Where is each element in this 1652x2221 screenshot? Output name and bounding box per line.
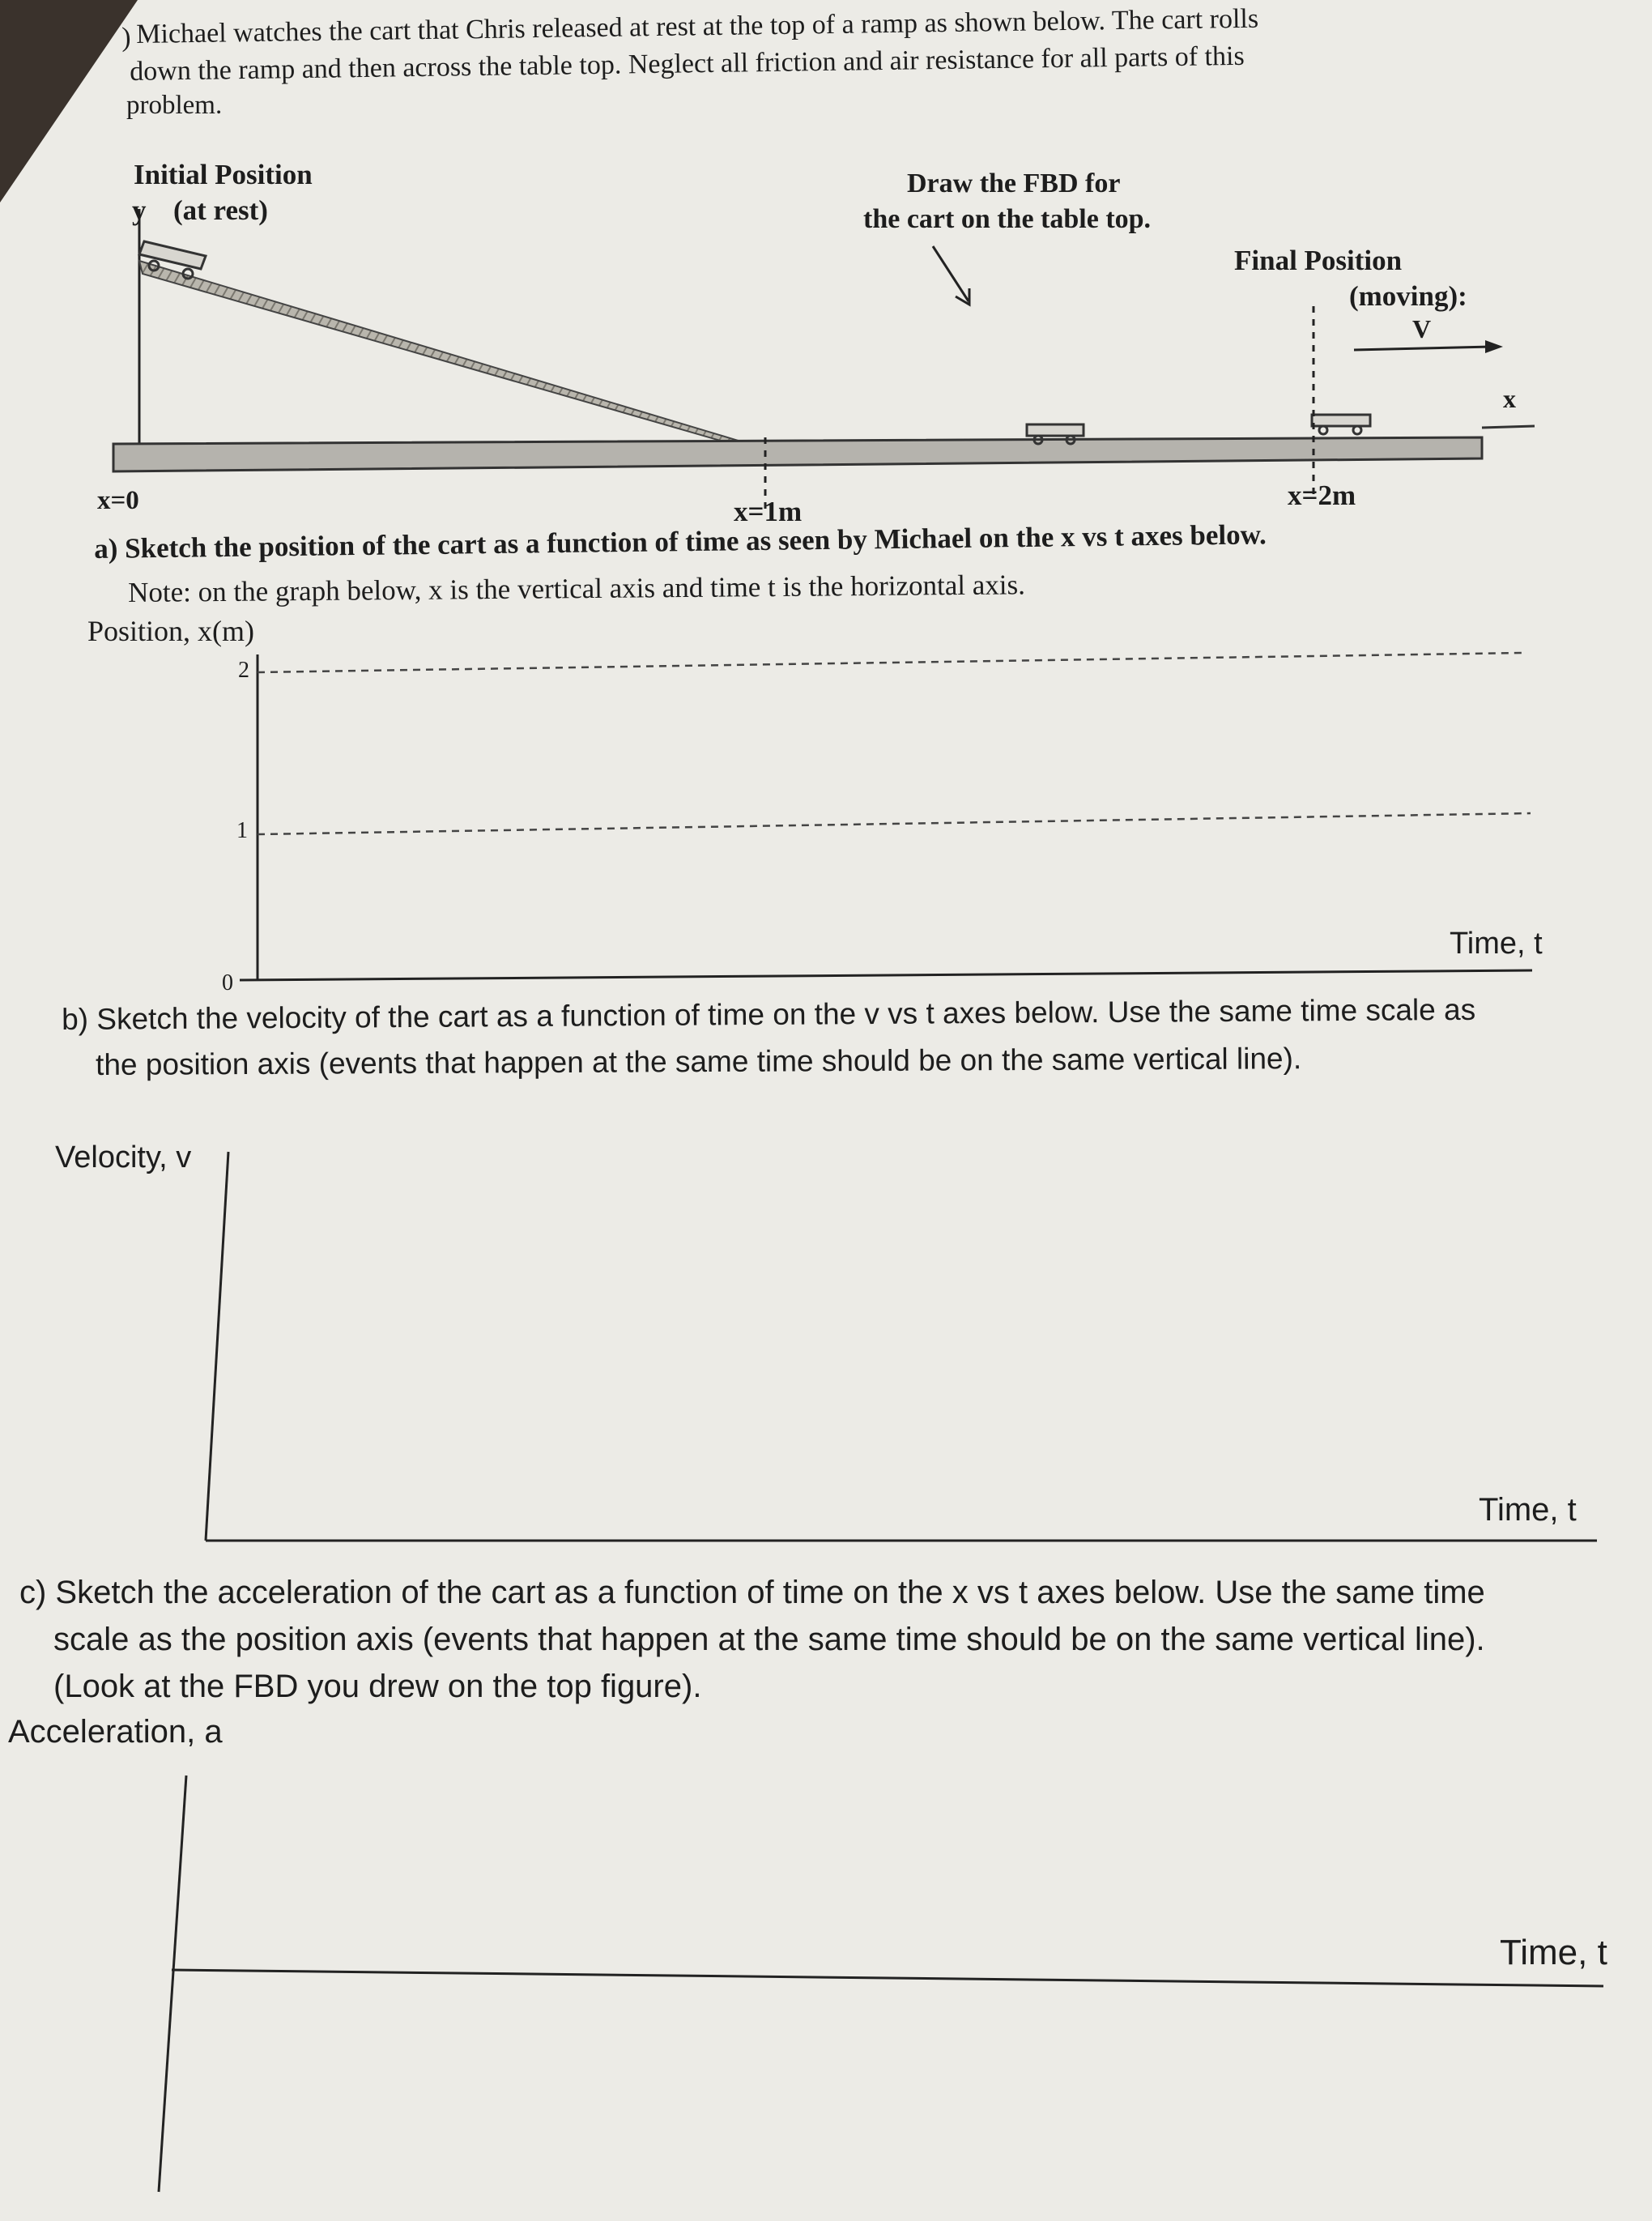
table-top [113,437,1482,471]
position-axis-title: Position, x(m) [87,615,255,647]
mark-x1-label: x=1m [734,496,803,527]
mark-x2-label: x=2m [1288,480,1356,511]
part-c-line-2: scale as the position axis (events that happen at the same time should be on the same vertical line). [53,1622,1485,1657]
velocity-y-axis [206,1152,228,1541]
part-a-line-1: a) Sketch the position of the cart as a function of time as seen by Michael on the x vs t axes below. [94,518,1267,565]
velocity-time-label: Time, t [1479,1492,1577,1528]
fbd-instruction-line-2: the cart on the table top. [863,204,1152,234]
gridline-1m [258,813,1531,834]
position-time-label: Time, t [1450,927,1543,961]
figure-x-label: x [1503,384,1516,413]
at-rest-label: (at rest) [173,194,268,226]
position-tick-0: 0 [222,970,233,995]
part-c-line-3: (Look at the FBD you drew on the top figure). [53,1669,702,1704]
acceleration-y-axis [159,1776,186,2192]
problem-number: ) [121,22,131,53]
acceleration-axis-title: Acceleration, a [8,1714,223,1750]
final-position-label: Final Position [1234,245,1403,276]
position-tick-2: 2 [238,658,249,683]
intro-line-3: problem. [126,91,223,120]
gridline-2m [258,653,1522,672]
figure-y-label: y [132,194,147,226]
cart-final [1312,415,1370,434]
part-c-line-1: c) Sketch the acceleration of the cart as a function of time on the x vs t axes below. Use the same time [19,1575,1485,1610]
moving-label: (moving): [1349,280,1467,312]
mark-x0-label: x=0 [97,486,139,515]
part-b-line-1: b) Sketch the velocity of the cart as a function of time on the v vs t axes below. Use the same time scale as [62,992,1476,1036]
part-a-line-2: Note: on the graph below, x is the vertical axis and time t is the horizontal axis. [128,569,1026,608]
velocity-arrow-label: V [1412,314,1432,343]
position-x-axis [240,970,1532,980]
ramp [139,261,765,454]
fbd-pointer-arrow [933,246,969,305]
intro-line-1: Michael watches the cart that Chris released at rest at the top of a ramp as shown below. The cart rolls [136,3,1259,49]
initial-position-label: Initial Position [134,159,313,190]
position-tick-1: 1 [236,818,248,843]
velocity-axis-title: Velocity, v [55,1140,192,1174]
intro-line-2: down the ramp and then across the table top. Neglect all friction and air resistance for all parts of this [130,40,1245,87]
part-b-line-2: the position axis (events that happen at the same time should be on the same vertical line). [96,1042,1302,1081]
acceleration-x-axis [172,1970,1603,1986]
acceleration-time-label: Time, t [1500,1933,1607,1972]
fbd-instruction-line-1: Draw the FBD for [907,168,1121,198]
x-axis-extension [1482,426,1535,428]
